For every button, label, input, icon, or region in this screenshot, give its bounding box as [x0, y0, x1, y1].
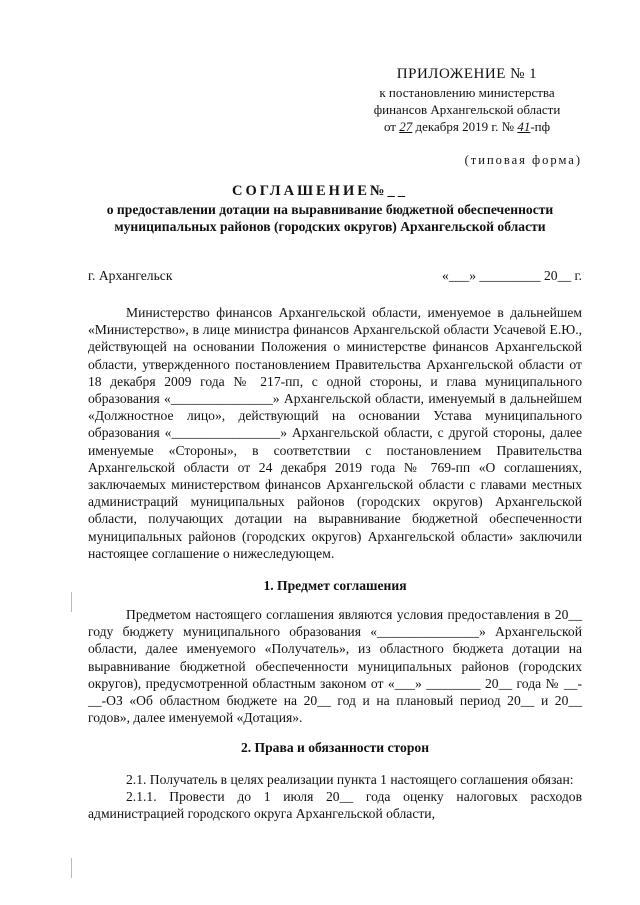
appendix-line-1: к постановлению министерства — [379, 85, 555, 100]
date-suffix: -пф — [530, 119, 551, 134]
appendix-header — [352, 64, 582, 135]
city-date-line — [88, 268, 582, 284]
date-day-handwritten: 27 — [399, 119, 413, 134]
date-middle: декабря 2019 г. № — [415, 119, 515, 134]
scan-margin-mark — [71, 592, 72, 612]
scan-margin-mark — [71, 858, 72, 878]
city-name: г. Архангельск — [88, 268, 173, 283]
agreement-date: «___» _________ 20__ г. — [442, 268, 582, 283]
form-type-label: (типовая форма) — [464, 153, 582, 167]
intro-paragraph-block — [88, 304, 582, 562]
appendix-title: ПРИЛОЖЕНИЕ № 1 — [396, 66, 538, 82]
appendix-date-line — [352, 118, 582, 135]
agreement-title: СОГЛАШЕНИЕ№__ — [232, 183, 408, 199]
date-number-handwritten: 41 — [517, 119, 531, 134]
appendix-line-2: финансов Архангельской области — [373, 102, 561, 117]
section-2-heading: 2. Права и обязанности сторон — [240, 740, 430, 755]
section-2-block — [88, 771, 582, 823]
section-2-paragraph-1: 2.1. Получатель в целях реализации пункта 1 настоящего соглашения обязан: — [126, 772, 574, 787]
agreement-subtitle: о предоставлении дотации на выравнивание бюджетной обеспеченности муниципальных районов (городских округов) Архангельской области — [106, 202, 554, 234]
section-1-block — [88, 606, 582, 726]
date-prefix: от — [383, 119, 396, 134]
section-1-paragraph: Предметом настоящего соглашения являются условия предоставления в 20__ году бюджету муниципального образования «_______________» Архангельской области, далее именуемого «Получатель», из областного бюджета дотации на выравнивание бюджетной обеспеченности муниципальных районов (городских округов), предусмотренной областным законом от «___» ________ 20__ года № __-__-ОЗ «Об областном бюджете на 20__ год и на плановый период 20__ и 20__ годов», далее именуемой «Дотация». — [88, 607, 582, 726]
section-1-heading: 1. Предмет соглашения — [263, 578, 407, 593]
section-2-paragraph-2: 2.1.1. Провести до 1 июля 20__ года оценку налоговых расходов администрацией городского округа Архангельской области, — [88, 789, 582, 822]
intro-paragraph: Министерство финансов Архангельской области, именуемое в дальнейшем «Министерство», в лице министра финансов Архангельской области Усачевой Е.Ю., действующей на основании Положения о министерстве финансов Архангельской области, утвержденного постановлением Правительства Архангельской области от 18 декабря 2009 года № 217-пп, с одной стороны, и глава муниципального образования «_______________» Архангельской области, именуемый в дальнейшем «Должностное лицо», действующий на основании Устава муниципального образования «________________» Архангельской области, с другой стороны, далее именуемые «Стороны», в соответствии с постановлением Правительства Архангельской области от 24 декабря 2019 года № 769-пп «О соглашениях, заключаемых министерством финансов Архангельской области с главами местных администраций муниципальных районов (городских округов) Архангельской области, получающих дотации на выравнивание бюджетной обеспеченности муниципальных районов (городских округов) Архангельской области» заключили настоящее соглашение о нижеследующем. — [88, 305, 582, 561]
